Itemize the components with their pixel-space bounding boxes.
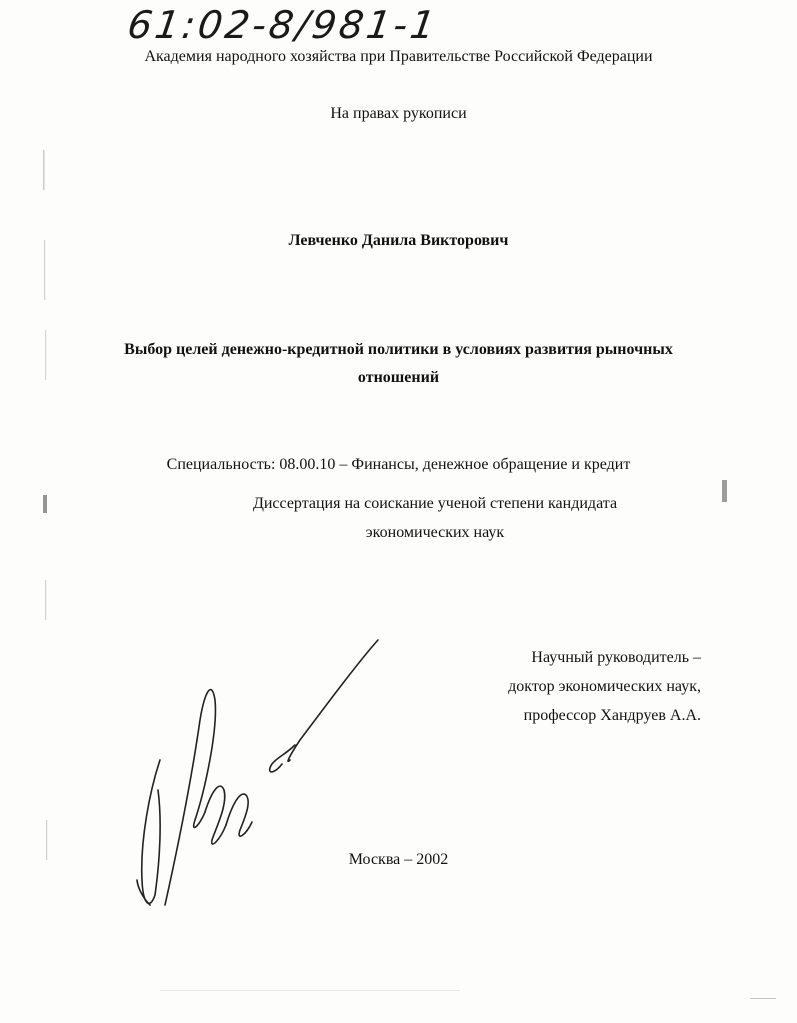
supervisor-line-3: профессор Хандруев А.А. <box>523 707 701 724</box>
place-and-year: Москва – 2002 <box>348 851 449 868</box>
degree-line-1: Диссертация на соискание ученой степени кандидата <box>252 495 618 512</box>
degree-line-2: экономических наук <box>365 524 505 541</box>
author-name: Левченко Данила Викторович <box>288 232 509 249</box>
dissertation-title-line-1: Выбор целей денежно-кредитной политики в условиях развития рыночных <box>124 341 673 358</box>
specialty: Специальность: 08.00.10 – Финансы, денежное обращение и кредит <box>166 456 631 473</box>
archive-stamp: 61:02-8/981-1 <box>124 3 441 47</box>
supervisor-line-2: доктор экономических наук, <box>508 678 701 695</box>
manuscript-note: На правах рукописи <box>330 105 467 122</box>
supervisor-line-1: Научный руководитель – <box>531 649 701 666</box>
institution-name: Академия народного хозяйства при Правительстве Российской Федерации <box>144 48 653 65</box>
dissertation-title-line-2: отношений <box>357 369 440 386</box>
